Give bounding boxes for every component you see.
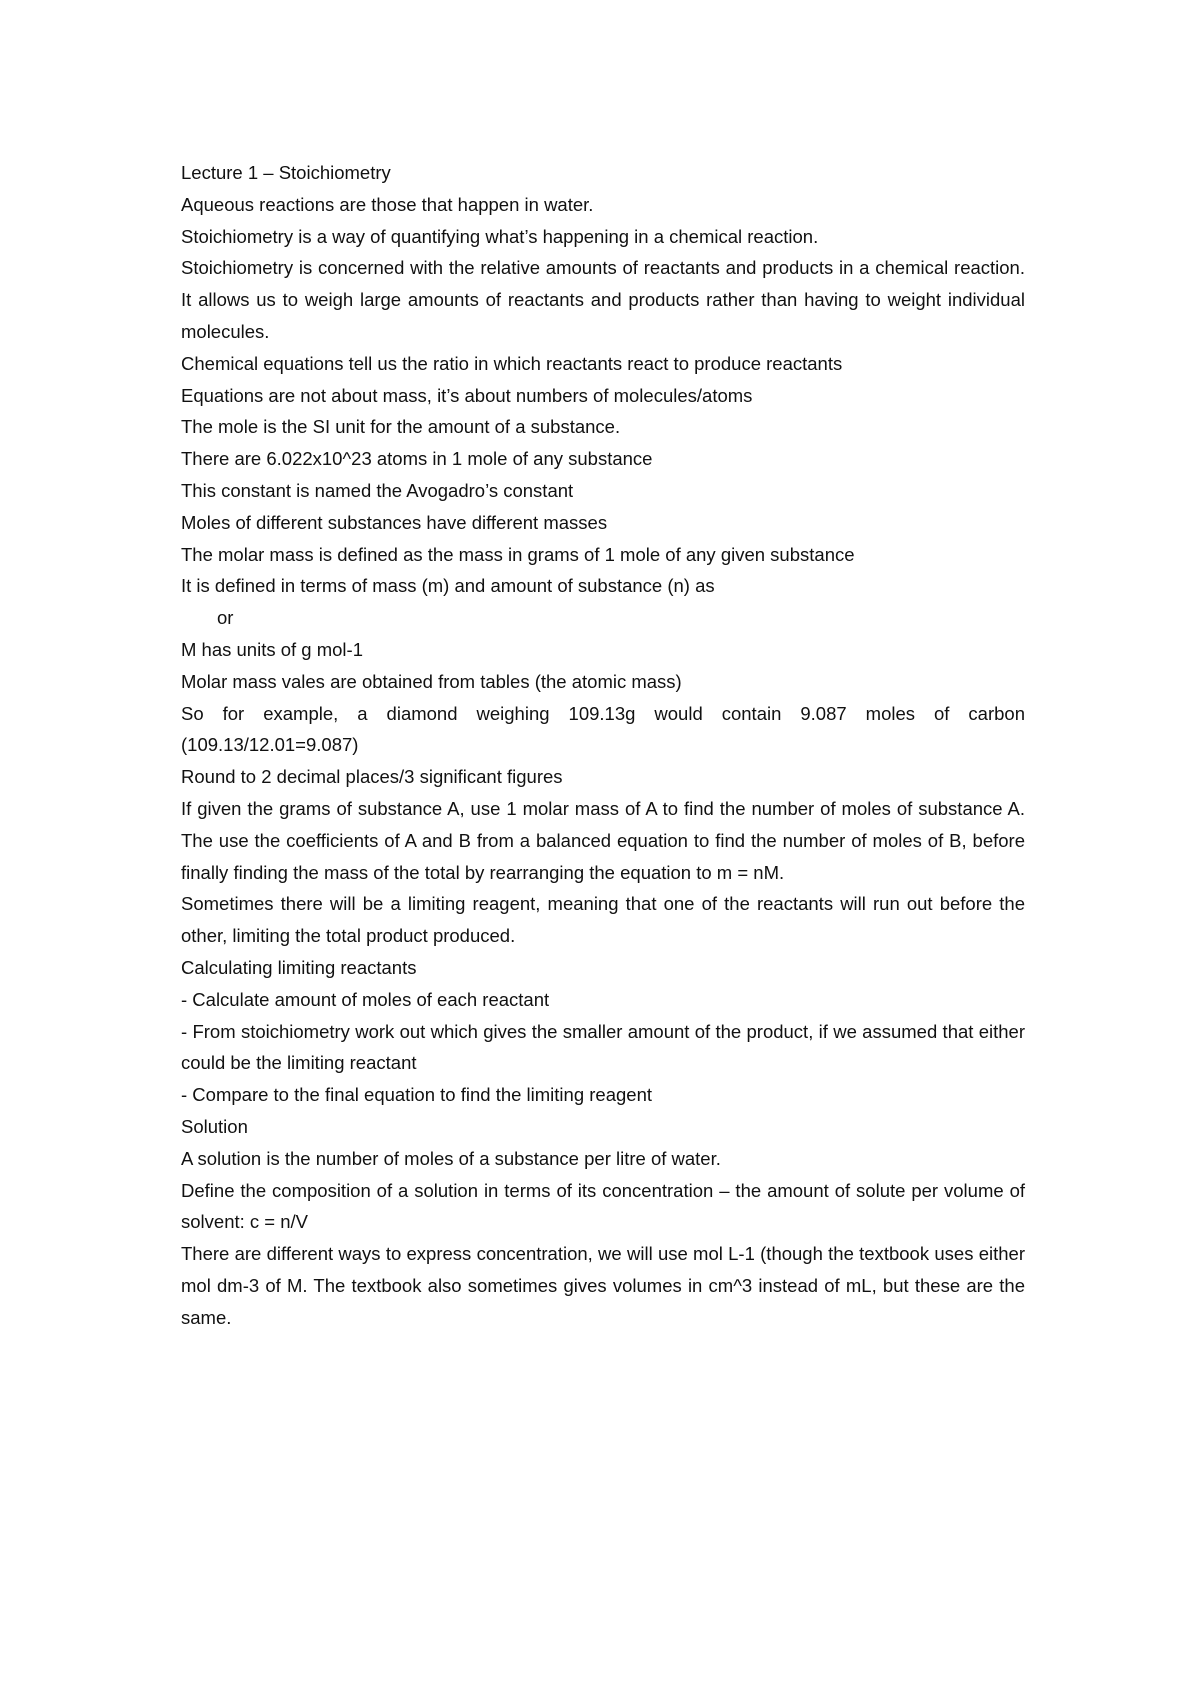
paragraph-molar-mass-definition: The molar mass is defined as the mass in grams of 1 mole of any given substance: [181, 543, 855, 565]
list-item-calculate-moles: - Calculate amount of moles of each reactant: [181, 988, 550, 1010]
document-body: [181, 157, 1025, 1333]
paragraph-avogadro-constant: This constant is named the Avogadro’s constant: [181, 479, 574, 501]
paragraph-units: M has units of g mol-1: [181, 638, 363, 660]
section-heading-solution: Solution: [181, 1115, 248, 1137]
paragraph-composition: Define the composition of a solution in terms of its concentration – the amount of solute per volume of solvent: c = n/V: [181, 1179, 1025, 1233]
paragraph-avogadro-number: There are 6.022x10^23 atoms in 1 mole of any substance: [181, 448, 653, 470]
paragraph-stoichiometry-concern: Stoichiometry is concerned with the relative amounts of reactants and products in a chemical reaction. It allows us to weigh large amounts of reactants and products rather than having to weight individual molecules.: [181, 257, 1025, 342]
paragraph-stoichiometry-definition: Stoichiometry is a way of quantifying what’s happening in a chemical reaction.: [181, 225, 819, 247]
lecture-title: Lecture 1 – Stoichiometry: [181, 162, 391, 183]
paragraph-different-masses: Moles of different substances have different masses: [181, 511, 608, 533]
list-item-from-stoichiometry: - From stoichiometry work out which gives the smaller amount of the product, if we assumed that either could be the limiting reactant: [181, 1020, 1025, 1074]
paragraph-or: or: [217, 607, 234, 629]
paragraph-mole-si-unit: The mole is the SI unit for the amount of a substance.: [181, 416, 621, 438]
paragraph-rounding: Round to 2 decimal places/3 significant figures: [181, 766, 563, 788]
paragraph-solution-definition: A solution is the number of moles of a substance per litre of water.: [181, 1147, 721, 1169]
paragraph-calculating-limiting: Calculating limiting reactants: [181, 956, 417, 978]
paragraph-molar-mass-tables: Molar mass vales are obtained from tables (the atomic mass): [181, 670, 682, 692]
paragraph-equations-not-mass: Equations are not about mass, it’s about numbers of molecules/atoms: [181, 384, 753, 406]
paragraph-aqueous: Aqueous reactions are those that happen in water.: [181, 193, 594, 215]
paragraph-chemical-equations: Chemical equations tell us the ratio in which reactants react to produce reactants: [181, 352, 843, 374]
paragraph-diamond-example: So for example, a diamond weighing 109.13g would contain 9.087 moles of carbon (109.13/12.01=9.087): [181, 702, 1025, 756]
paragraph-concentration-ways: There are different ways to express concentration, we will use mol L-1 (though the textbook uses either mol dm-3 of M. The textbook also sometimes gives volumes in cm^3 instead of mL, but these are the same.: [181, 1243, 1025, 1328]
paragraph-grams-method: If given the grams of substance A, use 1 molar mass of A to find the number of moles of substance A. The use the coefficients of A and B from a balanced equation to find the number of moles of B, before finally finding the mass of the total by rearranging the equation to m = nM.: [181, 797, 1025, 883]
list-item-compare: - Compare to the final equation to find the limiting reagent: [181, 1084, 653, 1106]
paragraph-limiting-reagent: Sometimes there will be a limiting reagent, meaning that one of the reactants will run out before the other, limiting the total product produced.: [181, 893, 1025, 947]
paragraph-defined-in-terms: It is defined in terms of mass (m) and amount of substance (n) as: [181, 575, 715, 597]
